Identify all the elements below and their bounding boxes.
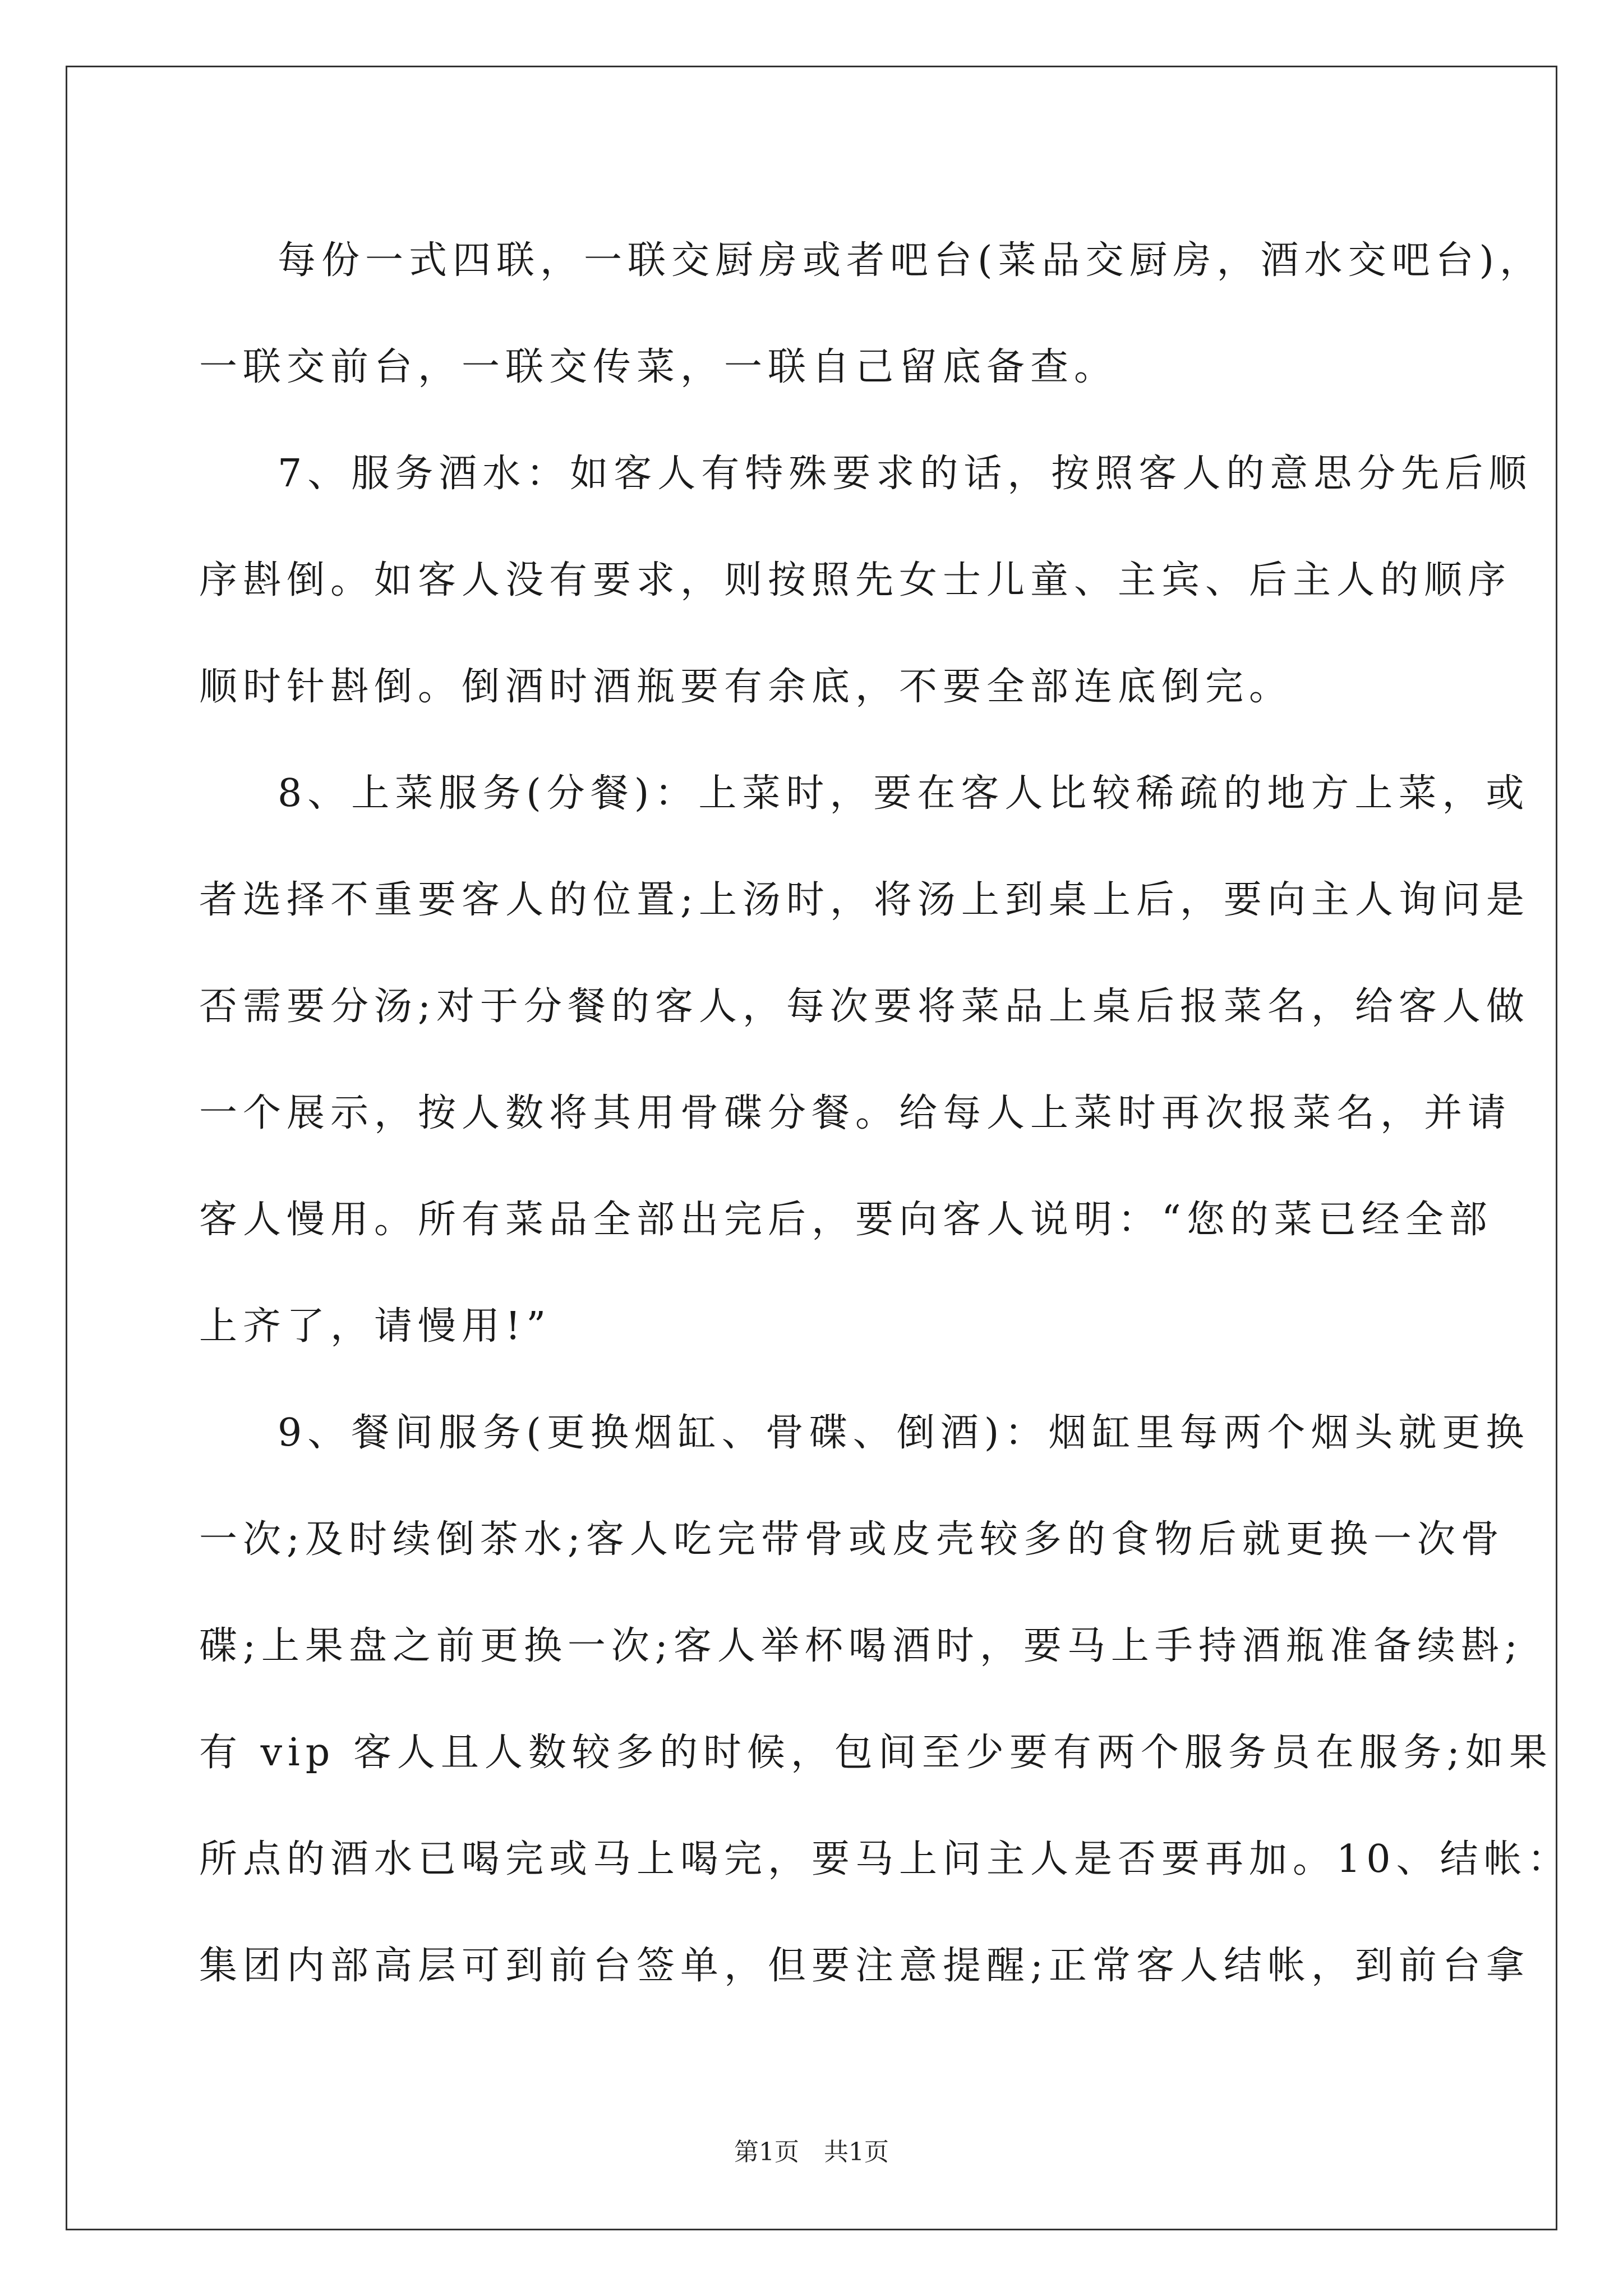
text-line: 客人慢用。所有菜品全部出完后，要向客人说明：“您的菜已经全部: [199, 1198, 1493, 1242]
text-line: 否需要分汤;对于分餐的客人，每次要将菜品上桌后报菜名，给客人做: [199, 984, 1530, 1029]
text-line: 一个展示，按人数将其用骨碟分餐。给每人上菜时再次报菜名，并请: [199, 1091, 1512, 1135]
text-line: 一联交前台，一联交传菜，一联自己留底备查。: [199, 345, 1118, 389]
text-line: 所点的酒水已喝完或马上喝完，要马上问主人是否要再加。10、结帐：: [199, 1837, 1571, 1881]
text-line: 7、服务酒水：如客人有特殊要求的话，按照客人的意思分先后顺: [278, 452, 1533, 496]
text-line: 8、上菜服务(分餐)：上菜时，要在客人比较稀疏的地方上菜，或: [278, 771, 1530, 816]
text-line: 每份一式四联，一联交厨房或者吧台(菜品交厨房，酒水交吧台)，: [278, 238, 1544, 283]
text-line: 者选择不重要客人的位置;上汤时，将汤上到桌上后，要向主人询问是: [199, 878, 1530, 922]
text-line: 一次;及时续倒茶水;客人吃完带骨或皮壳较多的食物后就更换一次骨: [199, 1517, 1505, 1562]
text-line: 顺时针斟倒。倒酒时酒瓶要有余底，不要全部连底倒完。: [199, 665, 1293, 709]
document-body: [199, 208, 1571, 2019]
text-line: 序斟倒。如客人没有要求，则按照先女士儿童、主宾、后主人的顺序: [199, 558, 1512, 602]
text-line: 碟;上果盘之前更换一次;客人举杯喝酒时，要马上手持酒瓶准备续斟;: [199, 1624, 1523, 1668]
page-footer: 第1页 共1页: [734, 2138, 889, 2166]
text-line: 集团内部高层可到前台签单，但要注意提醒;正常客人结帐，到前台拿: [199, 1944, 1530, 1988]
text-line: 有 vip 客人且人数较多的时候，包间至少要有两个服务员在服务;如果: [199, 1731, 1553, 1775]
text-line: 9、餐间服务(更换烟缸、骨碟、倒酒)：烟缸里每两个烟头就更换: [278, 1411, 1530, 1455]
text-line: 上齐了，请慢用!”: [199, 1304, 552, 1349]
